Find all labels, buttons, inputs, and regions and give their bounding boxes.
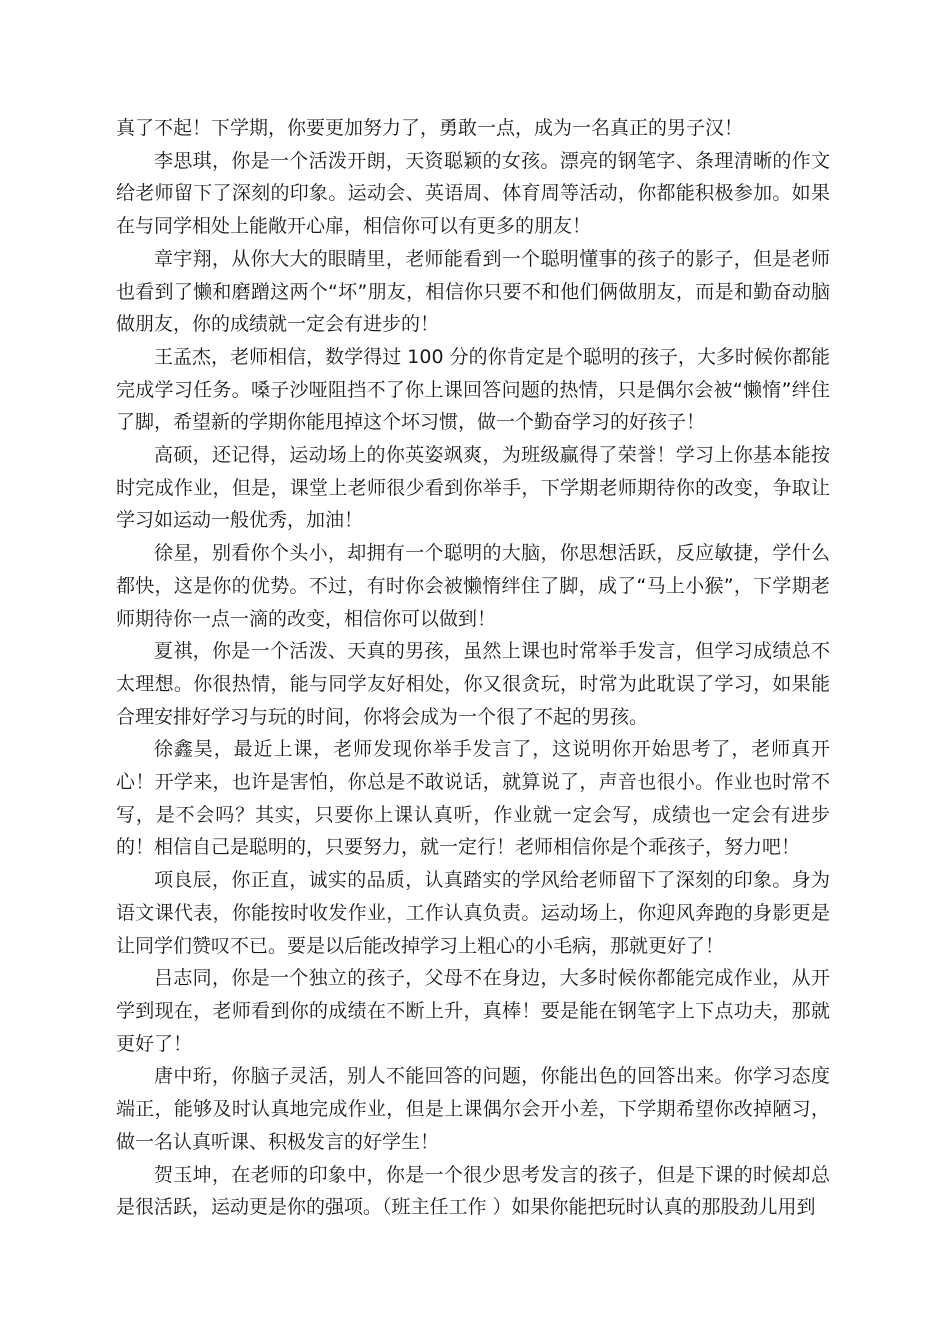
paragraph-continuation: 真了不起！下学期，你要更加努力了，勇敢一点，成为一名真正的男子汉！ (116, 117, 744, 139)
comment-xu-xinhao: 徐鑫昊，最近上课，老师发现你举手发言了，这说明你开始思考了，老师真开心！开学来，也许是害怕，你总是不敢说话，就算说了，声音也很小。作业也时常不写，是不会吗？其实，只要你上课认真听，作业就一定会写，成绩也一定会有进步的！相信自己是聪明的，只要努力，就一定行！老师相信你是个乖孩子，努力吧！ (116, 738, 830, 859)
comment-xia-qi: 夏祺，你是一个活泼、天真的男孩，虽然上课也时常举手发言，但学习成绩总不太理想。你很热情，能与同学友好相处，你又很贪玩，时常为此耽误了学习，如果能合理安排好学习与玩的时间，你将会成为一个很了不起的男孩。 (116, 640, 830, 728)
comment-xu-xing: 徐星，别看你个头小，却拥有一个聪明的大脑，你思想活跃，反应敏捷，学什么都快，这是你的优势。不过，有时你会被懒惰绊住了脚，成了“马上小猴”，下学期老师期待你一点一滴的改变，相信你可以做到！ (116, 542, 830, 630)
comment-li-siqi: 李思琪，你是一个活泼开朗，天资聪颖的女孩。漂亮的钢笔字、条理清晰的作文给老师留下了深刻的印象。运动会、英语周、体育周等活动，你都能积极参加。如果在与同学相处上能敞开心扉，相信你可以有更多的朋友！ (116, 149, 830, 238)
comment-xiang-liangchen: 项良辰，你正直，诚实的品质，认真踏实的学风给老师留下了深刻的印象。身为语文课代表，你能按时收发作业，工作认真负责。运动场上，你迎风奔跑的身影更是让同学们赞叹不已。要是以后能改掉学习上粗心的小毛病，那就更好了！ (116, 869, 830, 957)
comment-zhang-yuxiang: 章宇翔，从你大大的眼睛里，老师能看到一个聪明懂事的孩子的影子，但是老师也看到了懒和磨蹭这两个“坏”朋友，相信你只要不和他们俩做朋友，而是和勤奋动脑做朋友，你的成绩就一定会有进步的！ (116, 247, 830, 336)
comment-lv-zhitong: 吕志同，你是一个独立的孩子，父母不在身边，大多时候你都能完成作业，从开学到现在，老师看到你的成绩在不断上升，真棒！要是能在钢笔字上下点功夫，那就更好了！ (116, 967, 830, 1055)
comment-gao-shuo: 高硕，还记得，运动场上的你英姿飒爽，为班级赢得了荣誉！学习上你基本能按时完成作业，但是，课堂上老师很少看到你举手，下学期老师期待你的改变，争取让学习如运动一般优秀，加油！ (116, 444, 830, 532)
comments-body (116, 112, 830, 1224)
comment-tang-zhongheng: 唐中珩，你脑子灵活，别人不能回答的问题，你能出色的回答出来。你学习态度端正，能够及时认真地完成作业，但是上课偶尔会开小差，下学期希望你改掉陋习，做一名认真听课、积极发言的好学生！ (116, 1065, 830, 1153)
comment-wang-mengjie: 王孟杰，老师相信，数学得过 100 分的你肯定是个聪明的孩子，大多时候你都能完成学习任务。嗓子沙哑阻挡不了你上课回答问题的热情，只是偶尔会被“懒惰”绊住了脚，希望新的学期你能甩掉这个坏习惯，做一个勤奋学习的好孩子！ (116, 345, 830, 434)
comment-he-yukun: 贺玉坤，在老师的印象中，你是一个很少思考发言的孩子，但是下课的时候却总是很活跃，运动更是你的强项。（班主任工作 ）如果你能把玩时认真的那股劲儿用到 (116, 1163, 830, 1219)
